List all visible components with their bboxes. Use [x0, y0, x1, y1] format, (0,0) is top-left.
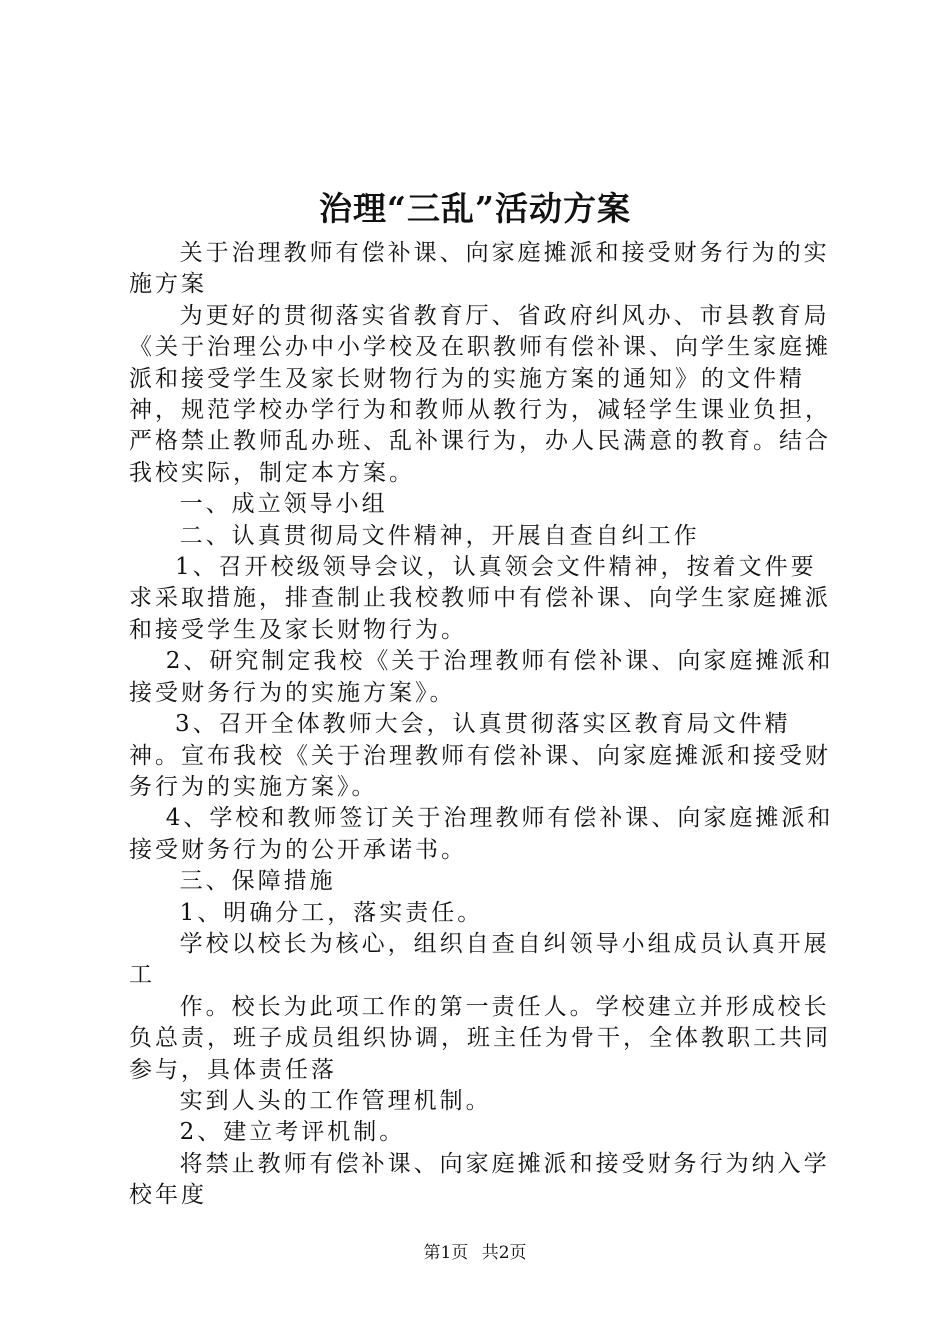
heading-section-1: 一、成立领导小组 [179, 491, 388, 518]
page-total: 共2页 [481, 1243, 527, 1263]
paragraph-intro: 为更好的贯彻落实省教育厅、省政府纠风办、市县教育局《关于治理公办中小学校及在职教师有偿补课、向学生家庭摊派和接受学生及家长财物行为的实施方案的通知》的文件精神，规范学校办学行为和教师从教行为，减轻学生课业负担，严格禁止教师乱办班、乱补课行为，办人民满意的教育。结合我校实际，制定本方案。 [129, 302, 831, 486]
heading-section-3: 三、保障措施 [179, 868, 336, 895]
page-footer [0, 1241, 950, 1265]
paragraph-measure-1-text-c: 实到人头的工作管理机制。 [179, 1087, 492, 1114]
paragraph-item-3: 3、召开全体教师大会，认真贯彻落实区教育局文件精神。宣布我校《关于治理教师有偿补课、向家庭摊派和接受财务行为的实施方案》。 [129, 711, 831, 800]
paragraph-item-2: 2、研究制定我校《关于治理教师有偿补课、向家庭摊派和接受财务行为的实施方案》。 [129, 648, 834, 706]
document-title: 治理“三乱”活动方案 [319, 189, 631, 228]
page-number: 第1页 [423, 1243, 469, 1263]
paragraph-measure-2: 2、建立考评机制。 [179, 1119, 406, 1146]
paragraph-measure-2-text: 将禁止教师有偿补课、向家庭摊派和接受财务行为纳入学校年度 [129, 1150, 830, 1209]
paragraph-measure-1: 1、明确分工，落实责任。 [179, 899, 484, 926]
paragraph-measure-1-text-b: 作。校长为此项工作的第一责任人。学校建立并形成校长负总责，班子成员组织协调，班主任为骨干，全体教职工共同参与，具体责任落 [129, 993, 831, 1083]
paragraph-measure-1-text-a: 学校以校长为核心，组织自查自纠领导小组成员认真开展工 [129, 930, 830, 989]
paragraph-item-4: 4、学校和教师签订关于治理教师有偿补课、向家庭摊派和接受财务行为的公开承诺书。 [129, 805, 834, 863]
document-body [129, 238, 835, 1212]
paragraph-item-1: 1、召开校级领导会议，认真领会文件精神，按着文件要求采取措施，排查制止我校教师中有偿补课、向学生家庭摊派和接受学生及家长财物行为。 [129, 554, 831, 643]
paragraph-subtitle: 关于治理教师有偿补课、向家庭摊派和接受财务行为的实施方案 [129, 240, 830, 298]
heading-section-2: 二、认真贯彻局文件精神，开展自查自纠工作 [179, 522, 700, 549]
